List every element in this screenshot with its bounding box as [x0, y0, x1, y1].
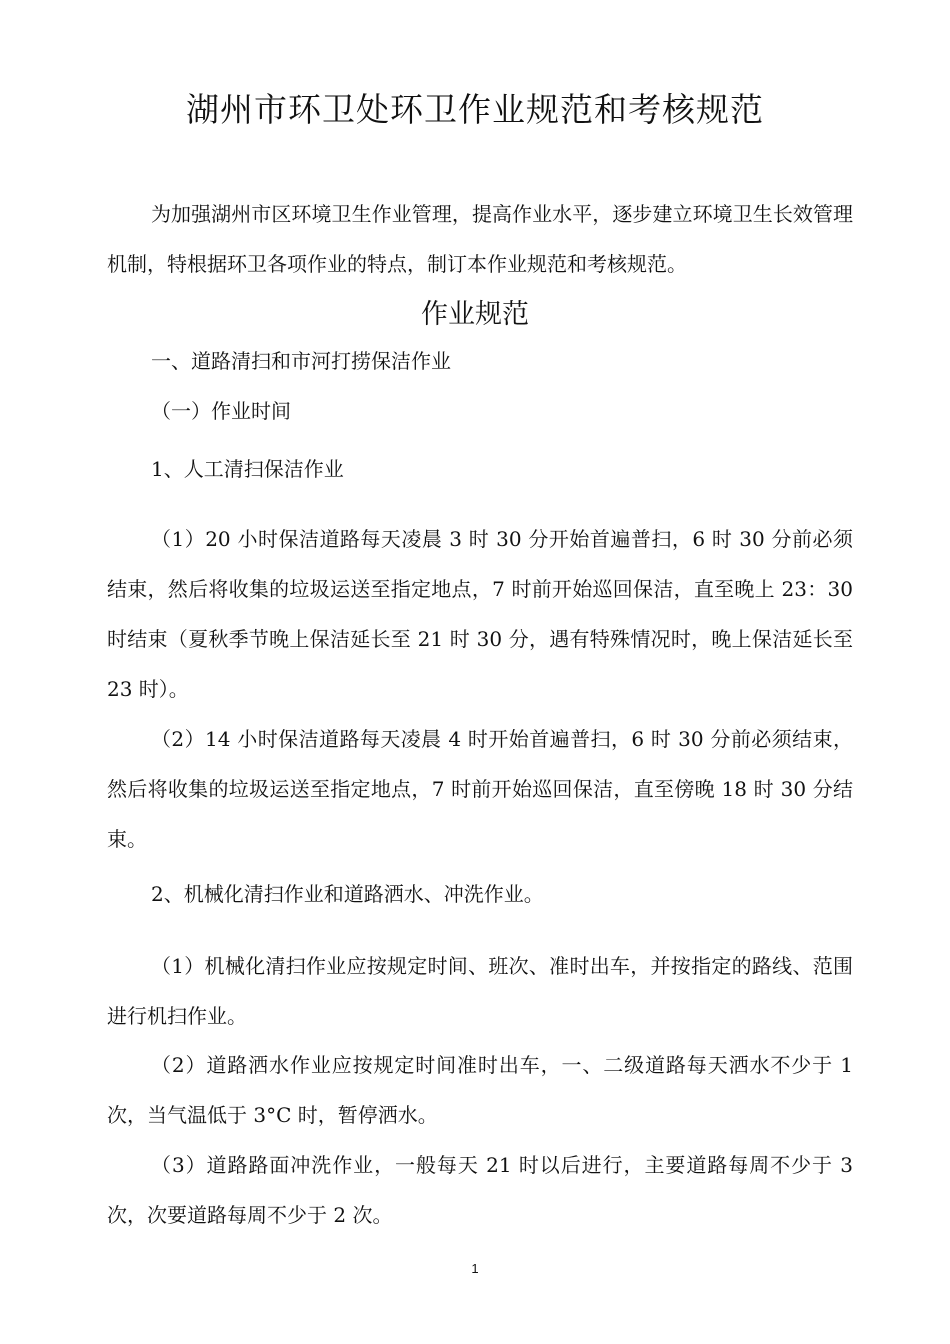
paragraph-mechanical-sweeping: （1）机械化清扫作业应按规定时间、班次、准时出车，并按指定的路线、范围进行机扫作业。 [107, 954, 853, 1028]
document-title: 湖州市环卫处环卫作业规范和考核规范 [186, 90, 764, 129]
paragraph-road-flushing: （3）道路路面冲洗作业，一般每天 21 时以后进行，主要道路每周不少于 3 次，次要道路每周不少于 2 次。 [107, 1153, 853, 1227]
paragraph-manual-14h: （2）14 小时保洁道路每天凌晨 4 时开始首遍普扫，6 时 30 分前必须结束，然后将收集的垃圾运送至指定地点，7 时前开始巡回保洁，直至傍晚 18 时 30 分结束。 [107, 727, 853, 851]
heading-mechanical-cleaning: 2、机械化清扫作业和道路洒水、冲洗作业。 [151, 882, 544, 906]
heading-work-time: （一）作业时间 [151, 399, 291, 423]
intro-paragraph: 为加强湖州市区环境卫生作业管理，提高作业水平，逐步建立环境卫生长效管理机制，特根据环卫各项作业的特点，制订本作业规范和考核规范。 [107, 202, 853, 276]
heading-manual-cleaning: 1、人工清扫保洁作业 [151, 457, 344, 481]
section-title: 作业规范 [421, 299, 529, 330]
page-number: 1 [471, 1261, 479, 1276]
paragraph-manual-20h: （1）20 小时保洁道路每天凌晨 3 时 30 分开始首遍普扫，6 时 30 分前必须结束，然后将收集的垃圾运送至指定地点，7 时前开始巡回保洁，直至晚上 23：30 时结束（夏秋季节晚上保洁延长至 21 时 30 分，遇有特殊情况时，晚上保洁延长至 23 时）。 [107, 527, 853, 701]
heading-road-cleaning: 一、道路清扫和市河打捞保洁作业 [151, 349, 451, 373]
paragraph-road-sprinkling: （2）道路洒水作业应按规定时间准时出车，一、二级道路每天洒水不少于 1 次，当气温低于 3°C 时，暂停洒水。 [107, 1053, 853, 1127]
